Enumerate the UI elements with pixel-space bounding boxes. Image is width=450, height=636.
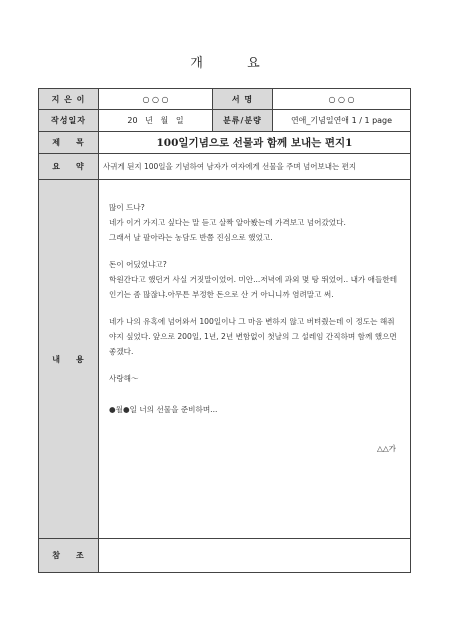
reference-row xyxy=(39,539,411,573)
signature-value: ○ ○ ○ xyxy=(273,89,411,110)
category-label: 분류/분량 xyxy=(213,110,273,132)
summary-label: 요 약 xyxy=(39,154,99,180)
document-title: 개 요 xyxy=(190,56,280,71)
subject-label: 제 목 xyxy=(39,132,99,154)
letter-paragraph: 그래서 날 팔아라는 농담도 반쯤 진심으로 했었고. xyxy=(109,233,273,242)
content-label: 내 용 xyxy=(39,180,99,539)
letter-signature: △△가 xyxy=(376,444,396,453)
letter-paragraph: 많이 드나? xyxy=(109,203,145,212)
date-label: 작성일자 xyxy=(39,110,99,132)
author-value: ○ ○ ○ xyxy=(99,89,213,110)
letter-paragraph: ●월●일 너의 선물을 준비하며... xyxy=(109,405,218,414)
summary-form-table xyxy=(38,88,411,573)
subject-row xyxy=(39,132,411,154)
signature-label: 서 명 xyxy=(213,89,273,110)
letter-paragraph: 네가 이거 가지고 싶다는 말 듣고 살짝 알아봤는데 가격보고 넘어갔었다. xyxy=(109,218,346,227)
letter-body xyxy=(99,180,411,539)
subject-value: 100일기념으로 선물과 함께 보내는 편지1 xyxy=(99,132,411,154)
summary-value: 사귀게 된지 100일을 기념하여 남자가 여자에게 선물을 주며 넘어보내는 편지 xyxy=(99,154,411,180)
letter-paragraph: 네가 나의 유혹에 넘어와서 100일이나 그 마음 변하지 않고 버텨줬는데 이 정도는 해줘야지 싶었다. 앞으로 200일, 1년, 2년 변함없이 첫날의 그 설레임 간직하며 함께 했으면 좋겠다. xyxy=(109,317,400,356)
date-row xyxy=(39,110,411,132)
letter-paragraph: 돈이 어딨었냐고? xyxy=(109,260,167,269)
category-value: 연애_기념일연애 1 / 1 page xyxy=(273,110,411,132)
author-row xyxy=(39,89,411,110)
reference-value xyxy=(99,539,411,573)
author-label: 지 은 이 xyxy=(39,89,99,110)
reference-label: 참 조 xyxy=(39,539,99,573)
date-value: 20 년 월 일 xyxy=(99,110,213,132)
content-row xyxy=(39,180,411,539)
letter-paragraph: 학원간다고 했던거 사실 거짓말이었어. 미안...저녁에 과외 몇 탕 뛰었어.. 내가 애들한테 인기는 좀 많잖냐.아무튼 부정한 돈으로 산 거 아니니까 염려말고 써. xyxy=(109,275,400,299)
letter-paragraph: 사랑해～ xyxy=(109,374,139,383)
summary-row xyxy=(39,154,411,180)
